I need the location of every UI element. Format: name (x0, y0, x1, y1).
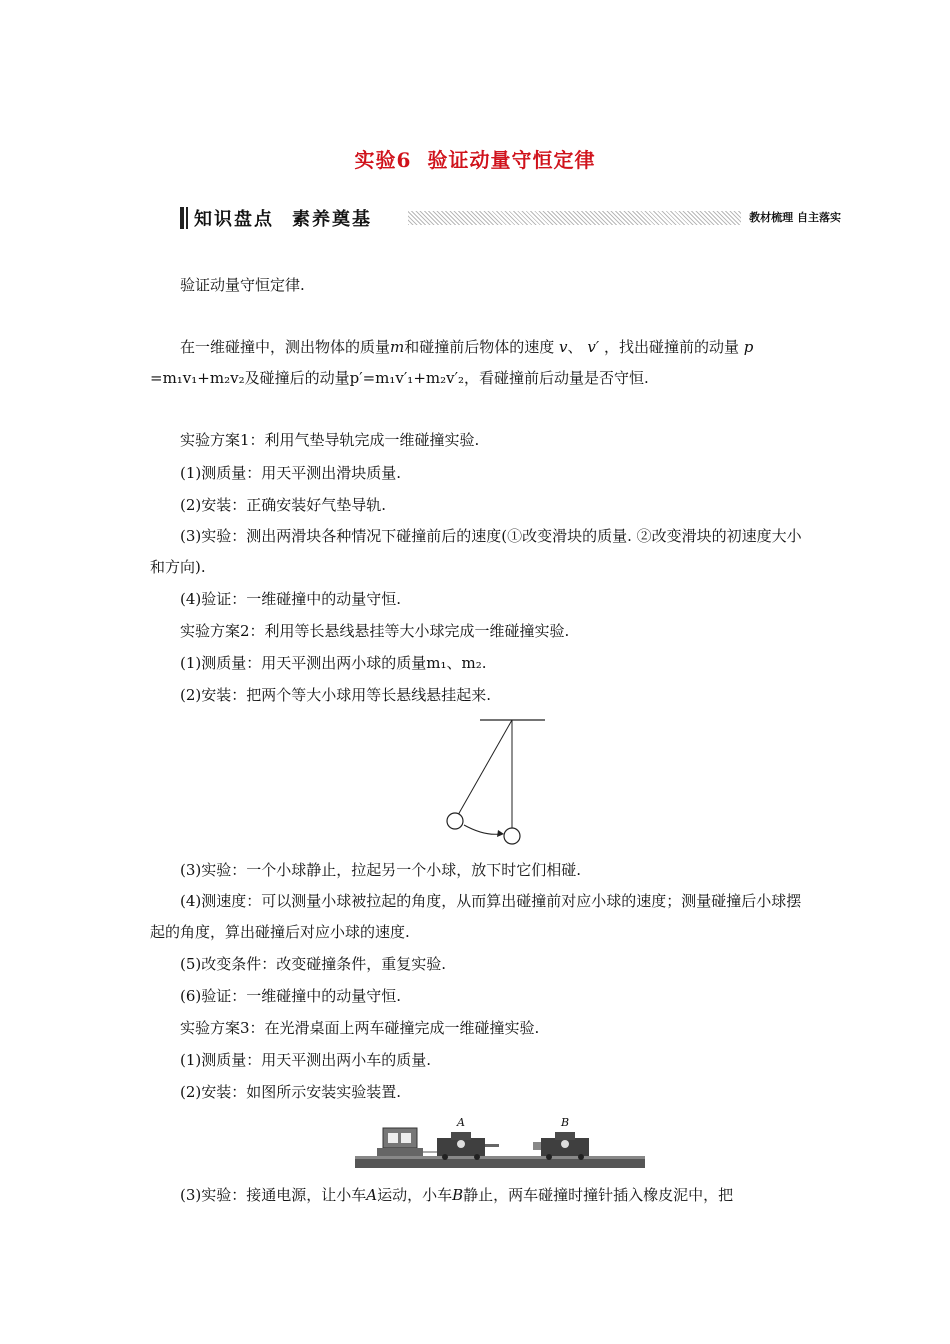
cart-b-label: B (561, 1116, 570, 1129)
banner-label-b: 素养奠基 (292, 209, 372, 230)
scheme2-step5: (5)改变条件：改变碰撞条件，重复实验. (180, 955, 447, 973)
scheme1-head: 实验方案1：利用气垫导轨完成一维碰撞实验. (180, 431, 480, 449)
pendulum-string-raised (458, 720, 512, 815)
timer-window (388, 1133, 398, 1143)
swing-arrow (464, 825, 500, 834)
banner-bar-thin (186, 207, 188, 229)
scheme2-step6: (6)验证：一维碰撞中的动量守恒. (180, 987, 402, 1005)
cart-b-hole (561, 1140, 569, 1148)
scheme2-step4: (4)测速度：可以测量小球被拉起的角度，从而算出碰撞前对应小球的速度；测量碰撞后小球摆起的角度，算出碰撞后对应小球的速度. (150, 892, 802, 941)
scheme3-step2: (2)安装：如图所示安装实验装置. (180, 1083, 402, 1101)
scheme1-step1: (1)测质量：用天平测出滑块质量. (180, 464, 402, 482)
cart-a-hole (457, 1140, 465, 1148)
pendulum-figure (440, 712, 550, 847)
page-title (0, 144, 950, 173)
aim-text: 验证动量守恒定律. (180, 276, 305, 294)
cart-a-needle (485, 1144, 499, 1147)
swing-arrowhead (497, 830, 504, 837)
section-banner (180, 205, 845, 231)
scheme1-step2: (2)安装：正确安装好气垫导轨. (180, 496, 387, 514)
cart-b-top (555, 1132, 575, 1140)
scheme3-step3: (3)实验：接通电源，让小车A运动，小车B静止，两车碰撞时撞针插入橡皮泥中，把 (180, 1186, 734, 1204)
ball-rest (504, 828, 520, 844)
scheme3-head: 实验方案3：在光滑桌面上两车碰撞完成一维碰撞实验. (180, 1019, 540, 1037)
cart-collision-figure (355, 1112, 645, 1170)
banner-bar (180, 207, 184, 229)
scheme2-step3: (3)实验：一个小球静止，拉起另一个小球，放下时它们相碰. (180, 861, 582, 879)
cart-b-clay (533, 1142, 541, 1150)
scheme1-step3: (3)实验：测出两滑块各种情况下碰撞前后的速度(①改变滑块的质量. ②改变滑块的初速度大小和方向). (150, 527, 802, 576)
scheme3-step1: (1)测质量：用天平测出两小车的质量. (180, 1051, 432, 1069)
scheme2-step2: (2)安装：把两个等大小球用等长悬线悬挂起来. (180, 686, 492, 704)
ball-raised (447, 813, 463, 829)
cart-a-wheel (442, 1154, 448, 1160)
cart-a-top (451, 1132, 471, 1140)
timer-base (377, 1148, 423, 1156)
title-main: 实验6 (354, 148, 412, 172)
cart-b-wheel (546, 1154, 552, 1160)
title-sub: 验证动量守恒定律 (427, 148, 596, 172)
banner-label (194, 205, 372, 231)
scheme2-head: 实验方案2：利用等长悬线悬挂等大小球完成一维碰撞实验. (180, 622, 570, 640)
track-edge (355, 1156, 645, 1159)
cart-a-wheel-2 (474, 1154, 480, 1160)
banner-label-a: 知识盘点 (194, 209, 274, 230)
scheme1-step4: (4)验证：一维碰撞中的动量守恒. (180, 590, 402, 608)
cart-a-label: A (457, 1116, 465, 1129)
principle-text: 在一维碰撞中，测出物体的质量m和碰撞前后物体的速度 v、 v′ ，找出碰撞前的动量 p =m₁v₁+m₂v₂及碰撞后的动量p′=m₁v′₁+m₂v′₂，看碰撞前后动量是否守恒. (150, 338, 754, 387)
timer-window-2 (401, 1133, 411, 1143)
cart-b-wheel-2 (578, 1154, 584, 1160)
banner-right-label: 教材梳理 自主落实 (741, 209, 845, 227)
scheme2-step1: (1)测质量：用天平测出两小球的质量m₁、m₂. (180, 654, 487, 672)
